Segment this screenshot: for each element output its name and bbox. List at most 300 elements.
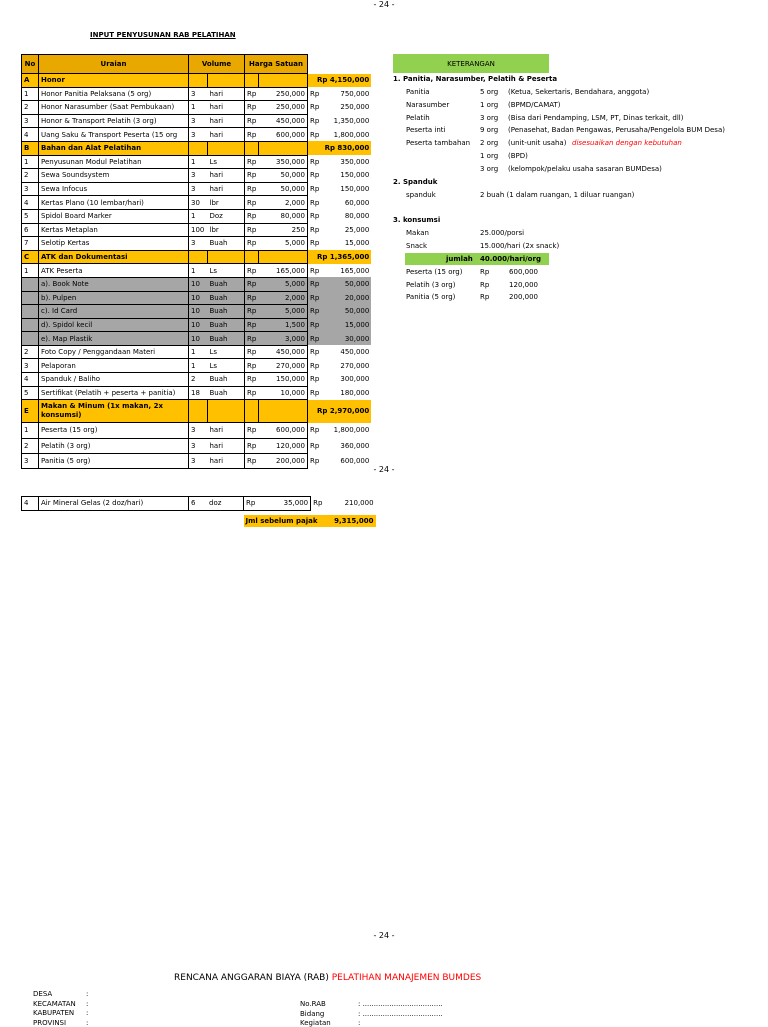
cell-no: 2 [22,169,39,183]
cell-vol-unit: hari [208,169,245,183]
cell-vol-qty: 3 [189,423,208,438]
table-row [22,277,372,291]
cell-rp: Rp [245,454,259,469]
cell-vol-qty: 100 [189,223,208,237]
cell-harga [259,400,308,423]
footer-field-colon: : [86,999,89,1008]
cell-uraian: Foto Copy / Penggandaan Materi [39,345,189,359]
cell-harga: 3,000 [259,332,308,346]
cell-rp: Rp [310,375,320,384]
footer-field-value: : .................................... [358,1000,443,1008]
cell-vol-unit: hari [208,423,245,438]
cell-vol-unit: lbr [208,223,245,237]
cell-no: E [22,400,39,423]
cell-rp: Rp [245,438,259,453]
cell-no: 1 [22,264,39,278]
rab-table [21,54,371,469]
cell-vol-qty: 10 [189,318,208,332]
cell-harga: 250 [259,223,308,237]
cell-total: 20,000 [321,291,371,305]
cell-total: 210,000 [344,499,374,508]
cell-rp [245,250,259,264]
cell-rp: Rp [245,237,259,251]
cell-vol-qty: 3 [189,114,208,128]
cell-no: 2 [22,345,39,359]
cell-rp [245,400,259,423]
section-total: Rp 2,970,000 [308,400,372,423]
table-row [22,209,372,223]
col-header-no: No [22,55,39,74]
keterangan-qty: 3 org [480,164,499,173]
cell-total: 180,000 [340,388,370,397]
cell-rp: Rp [308,332,322,346]
cell-vol-unit: Ls [208,155,245,169]
cell-total: 150,000 [340,171,370,180]
table-row [22,291,372,305]
section-title: Bahan dan Alat Pelatihan [39,141,189,155]
jumlah-label: jumlah [446,255,473,263]
cell-vol-unit: Buah [208,373,245,387]
keterangan-desc: (Ketua, Sekertaris, Bendahara, anggota) [508,88,650,96]
table-row [22,169,372,183]
cell-rp: Rp [308,291,322,305]
cell-no: 1 [22,423,39,438]
col-header-volume: Volume [189,55,245,74]
cell-vol-qty: 3 [189,454,208,469]
footer-title-red: PELATIHAN MANAJEMEN BUMDES [331,973,482,983]
section-total: Rp 830,000 [308,141,372,155]
cell-vol-unit: Buah [208,318,245,332]
table-row [22,182,372,196]
table-row [22,155,372,169]
table-row [22,101,372,115]
table-row [22,264,372,278]
section-total: Rp 1,365,000 [308,250,372,264]
cell-total: 270,000 [340,361,370,370]
cell-total: 450,000 [340,348,370,357]
cell-harga: 600,000 [259,423,308,438]
cell-rp: Rp [245,359,259,373]
cell-uraian: Uang Saku & Transport Peserta (15 org [39,128,189,142]
cell-rp: Rp [245,332,259,346]
spanduk-label: spanduk [406,191,436,199]
cell-vol-unit: Buah [208,277,245,291]
section-title: Honor [39,74,189,88]
cell-rp: Rp [310,185,320,194]
keterangan-label: Peserta inti [406,126,446,135]
cell-vol-unit: hari [208,454,245,469]
cell-harga: 450,000 [259,345,308,359]
section-title: Makan & Minum (1x makan, 2x konsumsi) [39,400,189,423]
cell-vol-qty: 10 [189,332,208,346]
table-row [22,114,372,128]
cell-vol-qty: 10 [189,305,208,319]
cell-uraian: Penyusunan Modul Pelatihan [39,155,189,169]
cell-vol-qty: 10 [189,277,208,291]
footer-title-main: RENCANA ANGGARAN BIAYA (RAB) [174,973,329,983]
section-row [22,74,372,88]
cell-rp: Rp [310,198,320,207]
cell-vol-unit: Buah [208,386,245,400]
cell-harga: 450,000 [259,114,308,128]
footer-field-label: KECAMATAN [33,999,76,1008]
cell-harga: 200,000 [259,454,308,469]
cell-vol-qty: 1 [189,101,208,115]
cell-total: 50,000 [321,277,371,291]
cell-uraian: Kertas Plano (10 lembar/hari) [39,196,189,210]
cell-uraian: Selotip Kertas [39,237,189,251]
cell-rp: Rp [310,239,320,248]
keterangan-section-title: 3. konsumsi [393,216,441,224]
keterangan-label: Panitia [406,88,430,96]
keterangan-desc: (BPMD/CAMAT) [508,100,561,109]
cell-rp: Rp [245,291,259,305]
cell-no: 1 [22,87,39,101]
cell-total: 350,000 [340,157,370,166]
cell-rp: Rp [308,277,322,291]
cell-rp: Rp [310,157,320,166]
cell-harga [259,250,308,264]
cell-rp: Rp [310,388,320,397]
cell-harga: 250,000 [259,87,308,101]
cell-harga [259,141,308,155]
table-row [22,128,372,142]
cell-vol-unit: Doz [208,209,245,223]
cell-total: 165,000 [340,266,370,275]
cell-harga: 10,000 [259,386,308,400]
footer-field-label: KABUPATEN [33,1009,75,1017]
cell-rp: Rp [310,225,320,234]
cell-rp: Rp [310,426,320,435]
section-row [22,400,372,423]
cell-rp: Rp [245,318,259,332]
cell-uraian: a). Book Note [39,277,189,291]
keterangan-section-title: 2. Spanduk [393,178,438,186]
cell-uraian: Pelaporan [39,359,189,373]
grand-total-label: Jml sebelum pajak [244,515,326,528]
cell-uraian: b). Pulpen [39,291,189,305]
keterangan-qty: 1 org [480,100,499,109]
cell-total: 300,000 [340,375,370,384]
table-row [22,497,376,511]
cell-vol-qty: 2 [189,373,208,387]
cell-vol-unit: lbr [208,196,245,210]
cell-harga: 80,000 [259,209,308,223]
cell-uraian: c). Id Card [39,305,189,319]
cell-vol-unit: hari [208,438,245,453]
keterangan-qty: 1 org [480,152,499,160]
makan-label: Makan [406,229,429,237]
keterangan-label: Peserta tambahan [406,139,471,148]
section-title: ATK dan Dokumentasi [39,250,189,264]
cell-rp: Rp [310,89,320,98]
cell-harga: 50,000 [259,182,308,196]
table-row [22,305,372,319]
cell-no: 2 [22,438,39,453]
cell-total: 50,000 [321,305,371,319]
cell-rp [245,141,259,155]
cell-harga: 2,000 [259,196,308,210]
cell-harga: 1,500 [259,318,308,332]
cell-uraian: Panitia (5 org) [39,454,189,469]
keterangan-header: KETERANGAN [393,54,549,73]
cell-rp: Rp [245,264,259,278]
cell-rp: Rp [308,305,322,319]
keterangan-note: disesuaikan dengan kebutuhan [572,139,682,148]
cell-no: 3 [22,182,39,196]
cell-no: B [22,141,39,155]
footer-field-value: : .................................... [358,1009,443,1018]
cell-no: 7 [22,237,39,251]
grand-total-row [22,515,376,528]
rab-table-continued [21,496,376,527]
cell-vol-unit: hari [208,114,245,128]
table-row [22,386,372,400]
konsumsi-value: 120,000 [509,280,538,289]
keterangan-section-title: 1. Panitia, Narasumber, Pelatih & Peserta [393,75,558,83]
table-row [22,318,372,332]
cell-harga: 350,000 [259,155,308,169]
cell-rp: Rp [310,117,320,126]
cell-no: 3 [22,454,39,469]
table-row [22,345,372,359]
konsumsi-rp: Rp [480,280,490,289]
cell-total: 250,000 [340,103,370,112]
table-row [22,332,372,346]
cell-rp: Rp [313,499,323,508]
keterangan-qty: 3 org [480,113,499,122]
cell-uraian: ATK Peserta [39,264,189,278]
cell-rp: Rp [245,305,259,319]
cell-vol-qty: 1 [189,264,208,278]
cell-harga: 2,000 [259,291,308,305]
cell-vol-qty [189,74,208,88]
cell-vol-qty [189,250,208,264]
cell-rp: Rp [310,171,320,180]
footer-field-colon: : [86,990,89,998]
cell-uraian: Honor & Transport Pelatih (3 org) [39,114,189,128]
keterangan-label: Narasumber [406,100,450,109]
cell-vol-qty [189,400,208,423]
footer-field-label: PROVINSI [33,1018,67,1027]
cell-rp: Rp [244,497,259,511]
cell-vol-unit: doz [207,497,244,511]
cell-harga: 270,000 [259,359,308,373]
cell-harga: 150,000 [259,373,308,387]
cell-rp: Rp [245,345,259,359]
col-header-blank [321,55,371,74]
cell-uraian: Sewa Soundsystem [39,169,189,183]
footer-field-value: : [358,1019,361,1027]
section-row [22,141,372,155]
grand-total-value: 9,315,000 [326,515,376,528]
footer-field-label: Bidang [300,1009,325,1018]
cell-vol-unit: Buah [208,305,245,319]
cell-vol-qty: 1 [189,359,208,373]
cell-rp: Rp [245,223,259,237]
cell-no: C [22,250,39,264]
cell-no: 3 [22,359,39,373]
cell-harga: 5,000 [259,305,308,319]
keterangan-qty: 5 org [480,88,499,96]
cell-uraian: Spanduk / Baliho [39,373,189,387]
cell-rp: Rp [245,169,259,183]
cell-vol-unit: hari [208,128,245,142]
makan-value: 25.000/porsi [480,229,525,237]
cell-no [22,291,39,305]
cell-rp: Rp [245,87,259,101]
cell-no: 5 [22,386,39,400]
cell-uraian: Sewa Infocus [39,182,189,196]
cell-rp: Rp [310,361,320,370]
konsumsi-rp: Rp [480,293,490,302]
table-row [22,423,372,438]
cell-uraian: Peserta (15 org) [39,423,189,438]
cell-no [22,277,39,291]
cell-harga: 120,000 [259,438,308,453]
cell-no: 4 [22,128,39,142]
keterangan-desc: (kelompok/pelaku usaha sasaran BUMDesa) [508,164,662,173]
cell-rp: Rp [245,196,259,210]
cell-vol-qty: 3 [189,237,208,251]
footer-title [174,973,481,983]
table-row [22,87,372,101]
keterangan-qty: 2 org [480,139,499,148]
col-header-blank [308,55,322,74]
keterangan-desc: (Bisa dari Pendamping, LSM, PT, Dinas terkait, dll) [508,113,684,122]
cell-harga [259,74,308,88]
cell-rp: Rp [245,155,259,169]
table-row [22,196,372,210]
cell-rp: Rp [310,130,320,139]
cell-rp: Rp [245,128,259,142]
section-row [22,250,372,264]
keterangan-qty: 9 org [480,126,499,135]
cell-no: 4 [22,373,39,387]
konsumsi-label: Peserta (15 org) [406,268,463,276]
cell-vol-unit: Buah [208,332,245,346]
cell-no: 4 [22,196,39,210]
cell-vol-qty: 3 [189,182,208,196]
cell-uraian: Spidol Board Marker [39,209,189,223]
page-number: - 24 - [373,0,395,9]
cell-vol-qty: 3 [189,87,208,101]
cell-vol-qty: 6 [189,497,208,511]
cell-rp: Rp [245,182,259,196]
cell-uraian: Honor Panitia Pelaksana (5 org) [39,87,189,101]
cell-uraian: Honor Narasumber (Saat Pembukaan) [39,101,189,115]
col-header-uraian: Uraian [39,55,189,74]
cell-total: 15,000 [344,239,370,248]
cell-total: 750,000 [340,89,370,98]
konsumsi-label: Panitia (5 org) [406,293,456,302]
spanduk-desc: 2 buah (1 dalam ruangan, 1 diluar ruangan) [480,191,635,199]
keterangan-label: Pelatih [406,113,430,122]
cell-vol-unit: Ls [208,264,245,278]
cell-vol-qty: 18 [189,386,208,400]
keterangan-desc: (BPD) [508,152,528,160]
cell-vol-unit: Buah [208,237,245,251]
cell-vol-unit: Ls [208,359,245,373]
cell-vol-unit [208,141,245,155]
cell-no [22,318,39,332]
cell-vol-qty: 30 [189,196,208,210]
cell-vol-unit [208,74,245,88]
cell-rp: Rp [310,348,320,357]
keterangan-desc: (unit-unit usaha) [508,139,567,148]
footer-field-colon: : [86,1009,89,1017]
cell-total: 600,000 [340,457,370,466]
cell-uraian: Sertifikat (Pelatih + peserta + panitia) [39,386,189,400]
cell-total: 15,000 [321,318,371,332]
cell-total: 60,000 [344,198,370,207]
page-title: INPUT PENYUSUNAN RAB PELATIHAN [90,31,236,39]
cell-total: 150,000 [340,185,370,194]
cell-rp: Rp [245,386,259,400]
cell-vol-qty: 3 [189,128,208,142]
cell-rp: Rp [245,209,259,223]
footer-field-label: Kegiatan [300,1019,331,1027]
table-row [22,237,372,251]
cell-vol-unit: hari [208,182,245,196]
cell-uraian: Air Mineral Gelas (2 doz/hari) [39,497,189,511]
cell-no: 2 [22,101,39,115]
cell-vol-unit: Buah [208,291,245,305]
cell-vol-unit [208,250,245,264]
col-header-harga: Harga Satuan [245,55,308,74]
cell-total: 25,000 [344,225,370,234]
cell-rp [245,74,259,88]
cell-rp: Rp [245,277,259,291]
cell-no: 3 [22,114,39,128]
konsumsi-value: 200,000 [509,293,538,302]
section-total: Rp 4,150,000 [308,74,372,88]
cell-rp: Rp [245,114,259,128]
cell-vol-qty: 3 [189,169,208,183]
cell-rp: Rp [310,103,320,112]
cell-no: 6 [22,223,39,237]
cell-harga: 50,000 [259,169,308,183]
konsumsi-rp: Rp [480,268,490,276]
cell-no: A [22,74,39,88]
cell-no [22,305,39,319]
table-row [22,438,372,453]
cell-no: 5 [22,209,39,223]
cell-total: 1,800,000 [333,426,370,435]
cell-harga: 600,000 [259,128,308,142]
cell-harga: 5,000 [259,277,308,291]
cell-vol-qty: 1 [189,209,208,223]
jumlah-value: 40.000/hari/org [480,255,541,263]
cell-rp: Rp [310,212,320,221]
footer-field-colon: : [86,1018,89,1027]
snack-label: Snack [406,242,428,250]
snack-value: 15.000/hari (2x snack) [480,242,560,250]
cell-total: 80,000 [344,212,370,221]
page-number: - 24 - [373,465,395,474]
cell-vol-unit [208,400,245,423]
cell-vol-qty: 3 [189,438,208,453]
table-row [22,454,372,469]
cell-vol-unit: hari [208,87,245,101]
table-row [22,223,372,237]
cell-vol-qty: 1 [189,345,208,359]
cell-harga: 35,000 [258,497,310,511]
cell-rp: Rp [245,373,259,387]
konsumsi-value: 600,000 [509,268,538,276]
cell-vol-qty [189,141,208,155]
page-number: - 24 - [373,931,395,940]
